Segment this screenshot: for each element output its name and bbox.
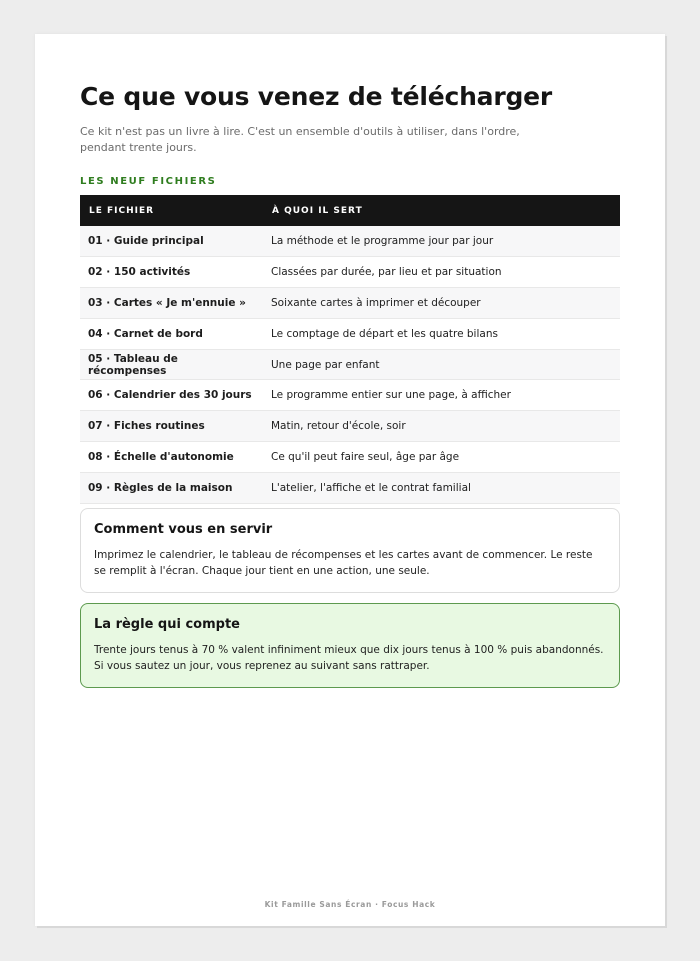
file-name-cell: 02 · 150 activités: [88, 266, 191, 279]
file-purpose-cell: Matin, retour d'école, soir: [271, 420, 406, 433]
table-row: [80, 472, 620, 503]
table-row: [80, 349, 620, 380]
file-name-cell: 09 · Règles de la maison: [88, 481, 233, 494]
table-row: [80, 442, 620, 473]
file-purpose-cell: Le comptage de départ et les quatre bilans: [271, 327, 498, 340]
table-row: [80, 226, 620, 257]
document-page: [35, 34, 665, 926]
file-name-cell: 03 · Cartes « Je m'ennuie »: [88, 296, 246, 309]
rule-card: [80, 603, 620, 688]
files-table: [80, 195, 620, 504]
page-content: [80, 82, 620, 688]
file-purpose-cell: Ce qu'il peut faire seul, âge par âge: [271, 450, 460, 463]
table-row: [80, 288, 620, 319]
usage-card-text: Imprimez le calendrier, le tableau de récompenses et les cartes avant de commencer. Le reste se remplit à l'écran. Chaque jour tient en une action, une seule.: [94, 548, 593, 577]
file-purpose-cell: Le programme entier sur une page, à afficher: [271, 389, 511, 402]
page-footer: Kit Famille Sans Écran · Focus Hack: [264, 900, 436, 909]
file-name-cell: 06 · Calendrier des 30 jours: [88, 389, 252, 402]
column-header-file: LE FICHIER: [89, 205, 155, 216]
file-name-cell: 01 · Guide principal: [88, 235, 204, 248]
file-name-cell: 05 · Tableau de récompenses: [88, 352, 178, 377]
usage-card: [80, 508, 620, 593]
page-title: Ce que vous venez de télécharger: [80, 82, 553, 111]
file-purpose-cell: L'atelier, l'affiche et le contrat familial: [271, 481, 471, 494]
file-name-cell: 04 · Carnet de bord: [88, 327, 203, 340]
table-row: [80, 257, 620, 288]
rule-card-text: Trente jours tenus à 70 % valent infiniment mieux que dix jours tenus à 100 % puis abandonnés. Si vous sautez un jour, vous reprenez au suivant sans rattraper.: [94, 643, 604, 672]
file-name-cell: 07 · Fiches routines: [88, 420, 205, 433]
file-purpose-cell: Classées par durée, par lieu et par situation: [271, 266, 502, 279]
table-row: [80, 411, 620, 442]
table-header-row: [80, 195, 620, 226]
usage-card-title: Comment vous en servir: [94, 521, 273, 537]
file-purpose-cell: Soixante cartes à imprimer et découper: [271, 296, 481, 309]
column-header-purpose: À QUOI IL SERT: [272, 205, 363, 216]
file-purpose-cell: La méthode et le programme jour par jour: [271, 235, 494, 248]
table-row: [80, 318, 620, 349]
intro-text: Ce kit n'est pas un livre à lire. C'est un ensemble d'outils à utiliser, dans l'ordre, pendant trente jours.: [80, 125, 520, 154]
table-row: [80, 380, 620, 411]
file-purpose-cell: Une page par enfant: [271, 358, 380, 371]
rule-card-title: La règle qui compte: [94, 616, 240, 632]
file-name-cell: 08 · Échelle d'autonomie: [88, 450, 234, 463]
section-label: LES NEUF FICHIERS: [80, 176, 217, 187]
